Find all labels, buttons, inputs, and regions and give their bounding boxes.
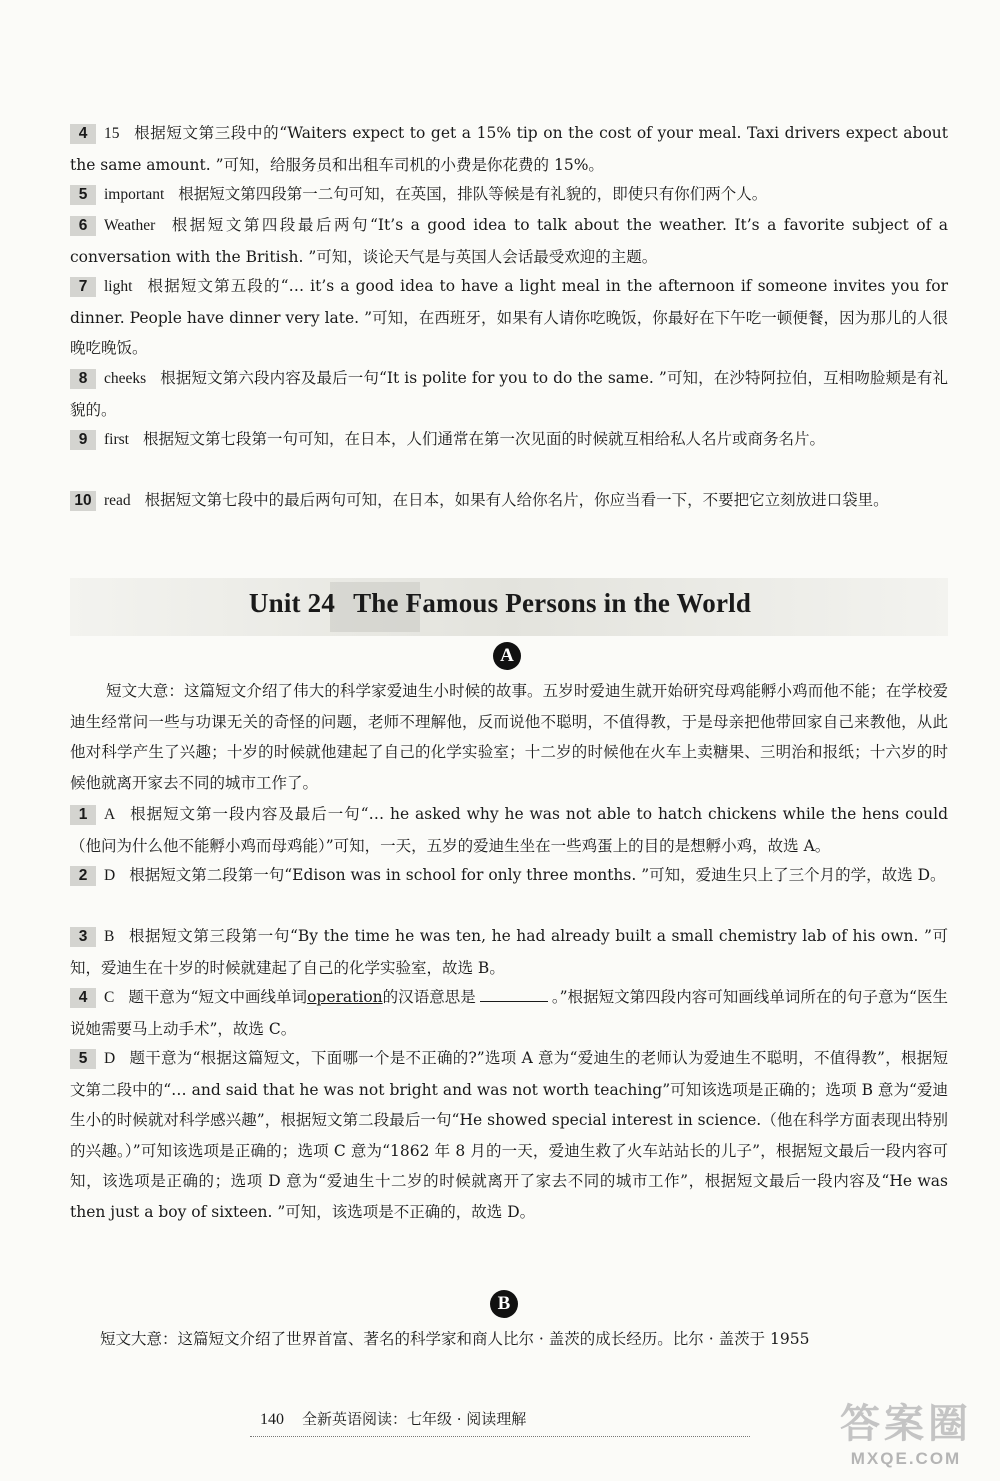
question-number: 5 (70, 1049, 96, 1069)
unit-label: Unit 24 (248, 588, 336, 618)
explanation: 根据短文第七段中的最后两句可知，在日本，如果有人给你名片，你应当看一下，不要把它立刻放进口袋里。 (144, 491, 889, 509)
explanation: 根据短文第一段内容及最后一句“… he asked why he was not able to hatch chickens while the hens could（他问为什么他不能孵小鸡而母鸡能）”可知，一天，五岁的爱迪生坐在一些鸡蛋上的目的是想孵小鸡，故选 A。 (70, 805, 948, 855)
explanation-pre: 题干意为“短文中画线单词 (128, 988, 308, 1006)
explanation: 题干意为“根据这篇短文，下面哪一个是不正确的?”选项 A 意为“爱迪生的老师认为爱迪生不聪明，不值得教”，根据短文第二段中的“… and said that he was not bright and was not worth teaching”可知该选项是正确的；选项 B 意为“爱迪生小的时候就对科学感兴趣”，根据短文第二段最后一句“He showed special interest in science.（他在科学方面表现出特别的兴趣。）”可知该选项是正确的；选项 C 意为“1862 年 8 月的一天，爱迪生救了火车站站长的儿子”，根据短文最后一段内容可知，该选项是正确的；选项 D 意为“爱迪生十二岁的时候就离开了家去不同的城市工作”，根据短文最后一段内容及“He was then just a boy of sixteen. ”可知，该选项是不正确的，故选 D。 (70, 1049, 948, 1221)
explanation-mid: 的汉语意思是 (382, 988, 476, 1006)
answer-text: important (104, 186, 165, 203)
watermark-url: MXQE.COM (850, 1449, 962, 1468)
question-number: 9 (70, 430, 96, 450)
question-number: 3 (70, 927, 96, 947)
answer-item (70, 860, 948, 892)
answer-item (70, 271, 948, 364)
answer-text: Weather (104, 217, 156, 234)
unit-title: The Famous Persons in the World (353, 588, 752, 618)
explanation: 根据短文第四段第一二句可知，在英国，排队等候是有礼貌的，即使只有你们两个人。 (178, 185, 768, 203)
book-title: 全新英语阅读：七年级 · 阅读理解 (302, 1410, 527, 1428)
answer-item (70, 921, 948, 983)
explanation: 根据短文第三段第一句“By the time he was ten, he had already built a small chemistry lab of his own. ”可知，爱迪生在十岁的时候就建起了自己的化学实验室，故选 B。 (70, 927, 948, 977)
answer-text: D (104, 867, 116, 884)
answer-text: first (104, 431, 129, 448)
answer-item (70, 1043, 948, 1227)
answer-item (70, 424, 948, 456)
explanation: 根据短文第四段最后两句“It’s a good idea to talk about the weather. It’s a favorite subject of a conversation with the British. ”可知，谈论天气是与英国人会话最受欢迎的主题。 (70, 216, 948, 266)
explanation: 根据短文第六段内容及最后一句“It is polite for you to do the same. ”可知，在沙特阿拉伯，互相吻脸颊是有礼貌的。 (70, 369, 948, 419)
question-number: 8 (70, 369, 96, 389)
answer-item (70, 363, 948, 425)
question-number: 5 (70, 185, 96, 205)
explanation: 根据短文第二段第一句“Edison was in school for only three months. ”可知，爱迪生只上了三个月的学，故选 D。 (129, 866, 946, 884)
explanation: 根据短文第五段的“… it’s a good idea to have a light meal in the afternoon if someone invites you for dinner. People have dinner very late. ”可知，在西班牙，如果有人请你吃晚饭，你最好在下午吃一顿便餐，因为那儿的人很晚吃晚饭。 (70, 277, 948, 357)
page-footer (260, 1408, 526, 1429)
explanation: 根据短文第三段中的“Waiters expect to get a 15% tip on the cost of your meal. Taxi drivers expect about the same amount. ”可知，给服务员和出租车司机的小费是你花费的 15%。 (70, 124, 948, 174)
answer-item (70, 118, 948, 180)
watermark-text: 答案圈 (840, 1402, 972, 1446)
question-number: 1 (70, 805, 96, 825)
section-a-badge: A (493, 642, 521, 670)
explanation: 根据短文第七段第一句可知，在日本，人们通常在第一次见面的时候就互相给私人名片或商务名片。 (142, 430, 825, 448)
question-number: 7 (70, 277, 96, 297)
answer-text: light (104, 278, 133, 295)
answer-item (70, 210, 948, 272)
answer-text: B (104, 928, 115, 945)
answer-text: A (104, 806, 116, 823)
answer-item (70, 982, 948, 1044)
question-number: 4 (70, 988, 96, 1008)
question-number: 10 (70, 491, 96, 511)
answer-item (70, 799, 948, 861)
watermark-logo (840, 1392, 972, 1469)
footer-divider (250, 1436, 750, 1437)
answer-item (70, 179, 948, 211)
section-b-summary: 短文大意：这篇短文介绍了世界首富、著名的科学家和商人比尔 · 盖茨的成长经历。比尔 · 盖茨于 1955 (100, 1330, 810, 1348)
answer-text: C (104, 989, 115, 1006)
section-b-badge: B (490, 1290, 518, 1318)
unit-heading (0, 588, 1000, 619)
question-number: 4 (70, 124, 96, 144)
answer-text: 15 (104, 125, 120, 142)
question-number: 6 (70, 216, 96, 236)
underlined-word: operation (307, 988, 383, 1006)
answer-blank (480, 987, 548, 1002)
answer-text: D (104, 1050, 116, 1067)
section-a-summary: 短文大意：这篇短文介绍了伟大的科学家爱迪生小时候的故事。五岁时爱迪生就开始研究母鸡能孵小鸡而他不能；在学校爱迪生经常问一些与功课无关的奇怪的问题，老师不理解他，反而说他不聪明，不值得教，于是母亲把他带回家自己来教他，从此他对科学产生了兴趣；十岁的时候就他建起了自己的化学实验室；十二岁的时候他在火车上卖糖果、三明治和报纸；十六岁的时候他就离开家去不同的城市工作了。 (70, 682, 948, 792)
page-number: 140 (260, 1411, 284, 1428)
answer-text: cheeks (104, 370, 147, 387)
explanation-post: 。”根据短文第四段内容可知画线单词所在的句子意为“医生说她需要马上动手术”，故选 C。 (70, 988, 948, 1038)
answer-text: read (104, 492, 131, 509)
question-number: 2 (70, 866, 96, 886)
answer-item (70, 485, 948, 517)
